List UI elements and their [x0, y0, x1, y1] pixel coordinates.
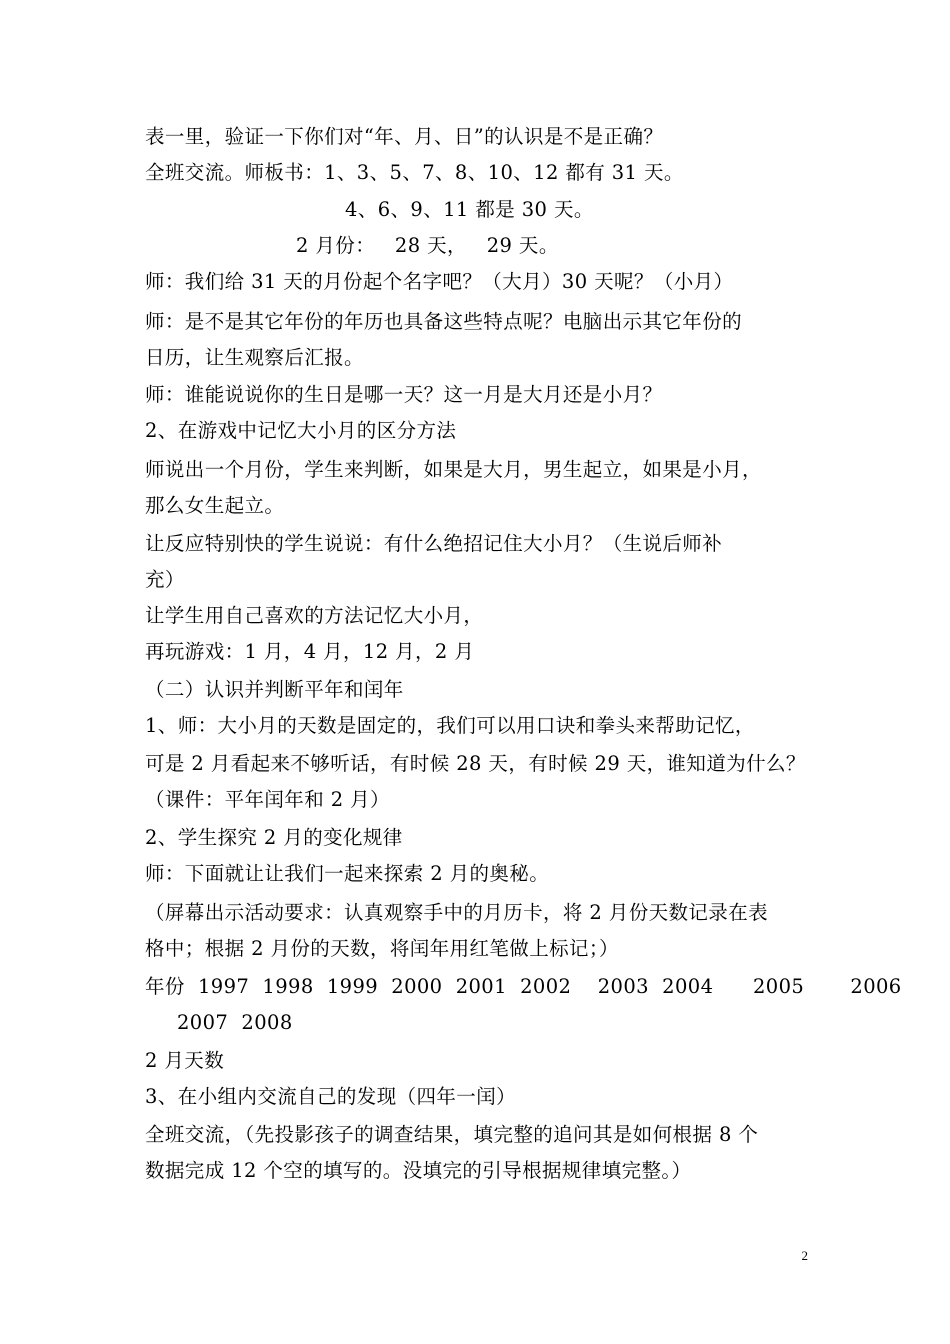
text-line: 师：是不是其它年份的年历也具备这些特点呢？电脑出示其它年份的	[145, 310, 743, 333]
text-line: 充）	[145, 568, 185, 591]
text-line: 让学生用自己喜欢的方法记忆大小月，	[145, 604, 484, 627]
text-line: 全班交流。师板书：1、3、5、7、8、10、12 都有 31 天。	[145, 161, 684, 184]
text-line: 师：下面就让让我们一起来探索 2 月的奥秘。	[145, 862, 550, 885]
text-line: 1、师：大小月的天数是固定的，我们可以用口诀和拳头来帮助记忆，	[145, 714, 755, 737]
february-days-row: 2 月天数	[145, 1049, 225, 1072]
text-line: 再玩游戏：1 月，4 月，12 月，2 月	[145, 640, 475, 663]
section-heading: （二）认识并判断平年和闰年	[145, 678, 404, 701]
text-line: 3、在小组内交流自己的发现（四年一闰）	[145, 1085, 517, 1108]
text-line: 数据完成 12 个空的填写的。没填完的引导根据规律填完整。）	[145, 1159, 692, 1182]
text-line: 师：我们给 31 天的月份起个名字吧？（大月）30 天呢？（小月）	[145, 270, 734, 293]
year-row: 年份 1997 1998 1999 2000 2001 2002 2003 2004 2005 2006	[145, 975, 902, 998]
text-line: （屏幕出示活动要求：认真观察手中的月历卡，将 2 月份天数记录在表	[145, 901, 769, 924]
text-line: （课件：平年闰年和 2 月）	[145, 788, 390, 811]
page-number: 2	[801, 1248, 808, 1263]
text-line: 全班交流，（先投影孩子的调查结果，填完整的追问其是如何根据 8 个	[145, 1123, 759, 1146]
text-line: 师：谁能说说你的生日是哪一天？这一月是大月还是小月？	[145, 383, 663, 406]
text-line: 格中；根据 2 月份的天数，将闰年用红笔做上标记；）	[145, 937, 619, 960]
text-line: 让反应特别快的学生说说：有什么绝招记住大小月？（生说后师补	[145, 532, 723, 555]
text-line: 表一里，验证一下你们对“年、月、日”的认识是不是正确？	[145, 125, 664, 148]
text-line: 2、在游戏中记忆大小月的区分方法	[145, 419, 457, 442]
text-line: 2、学生探究 2 月的变化规律	[145, 826, 403, 849]
text-line: 2 月份： 28 天， 29 天。	[296, 234, 559, 257]
text-line: 师说出一个月份，学生来判断，如果是大月，男生起立，如果是小月，	[145, 458, 762, 481]
text-line: 4、6、9、11 都是 30 天。	[345, 198, 594, 221]
text-line: 那么女生起立。	[145, 494, 285, 517]
text-line: 可是 2 月看起来不够听话，有时候 28 天，有时候 29 天，谁知道为什么？	[145, 752, 806, 775]
text-line: 日历，让生观察后汇报。	[145, 346, 364, 369]
year-row-continued: 2007 2008	[177, 1011, 293, 1034]
